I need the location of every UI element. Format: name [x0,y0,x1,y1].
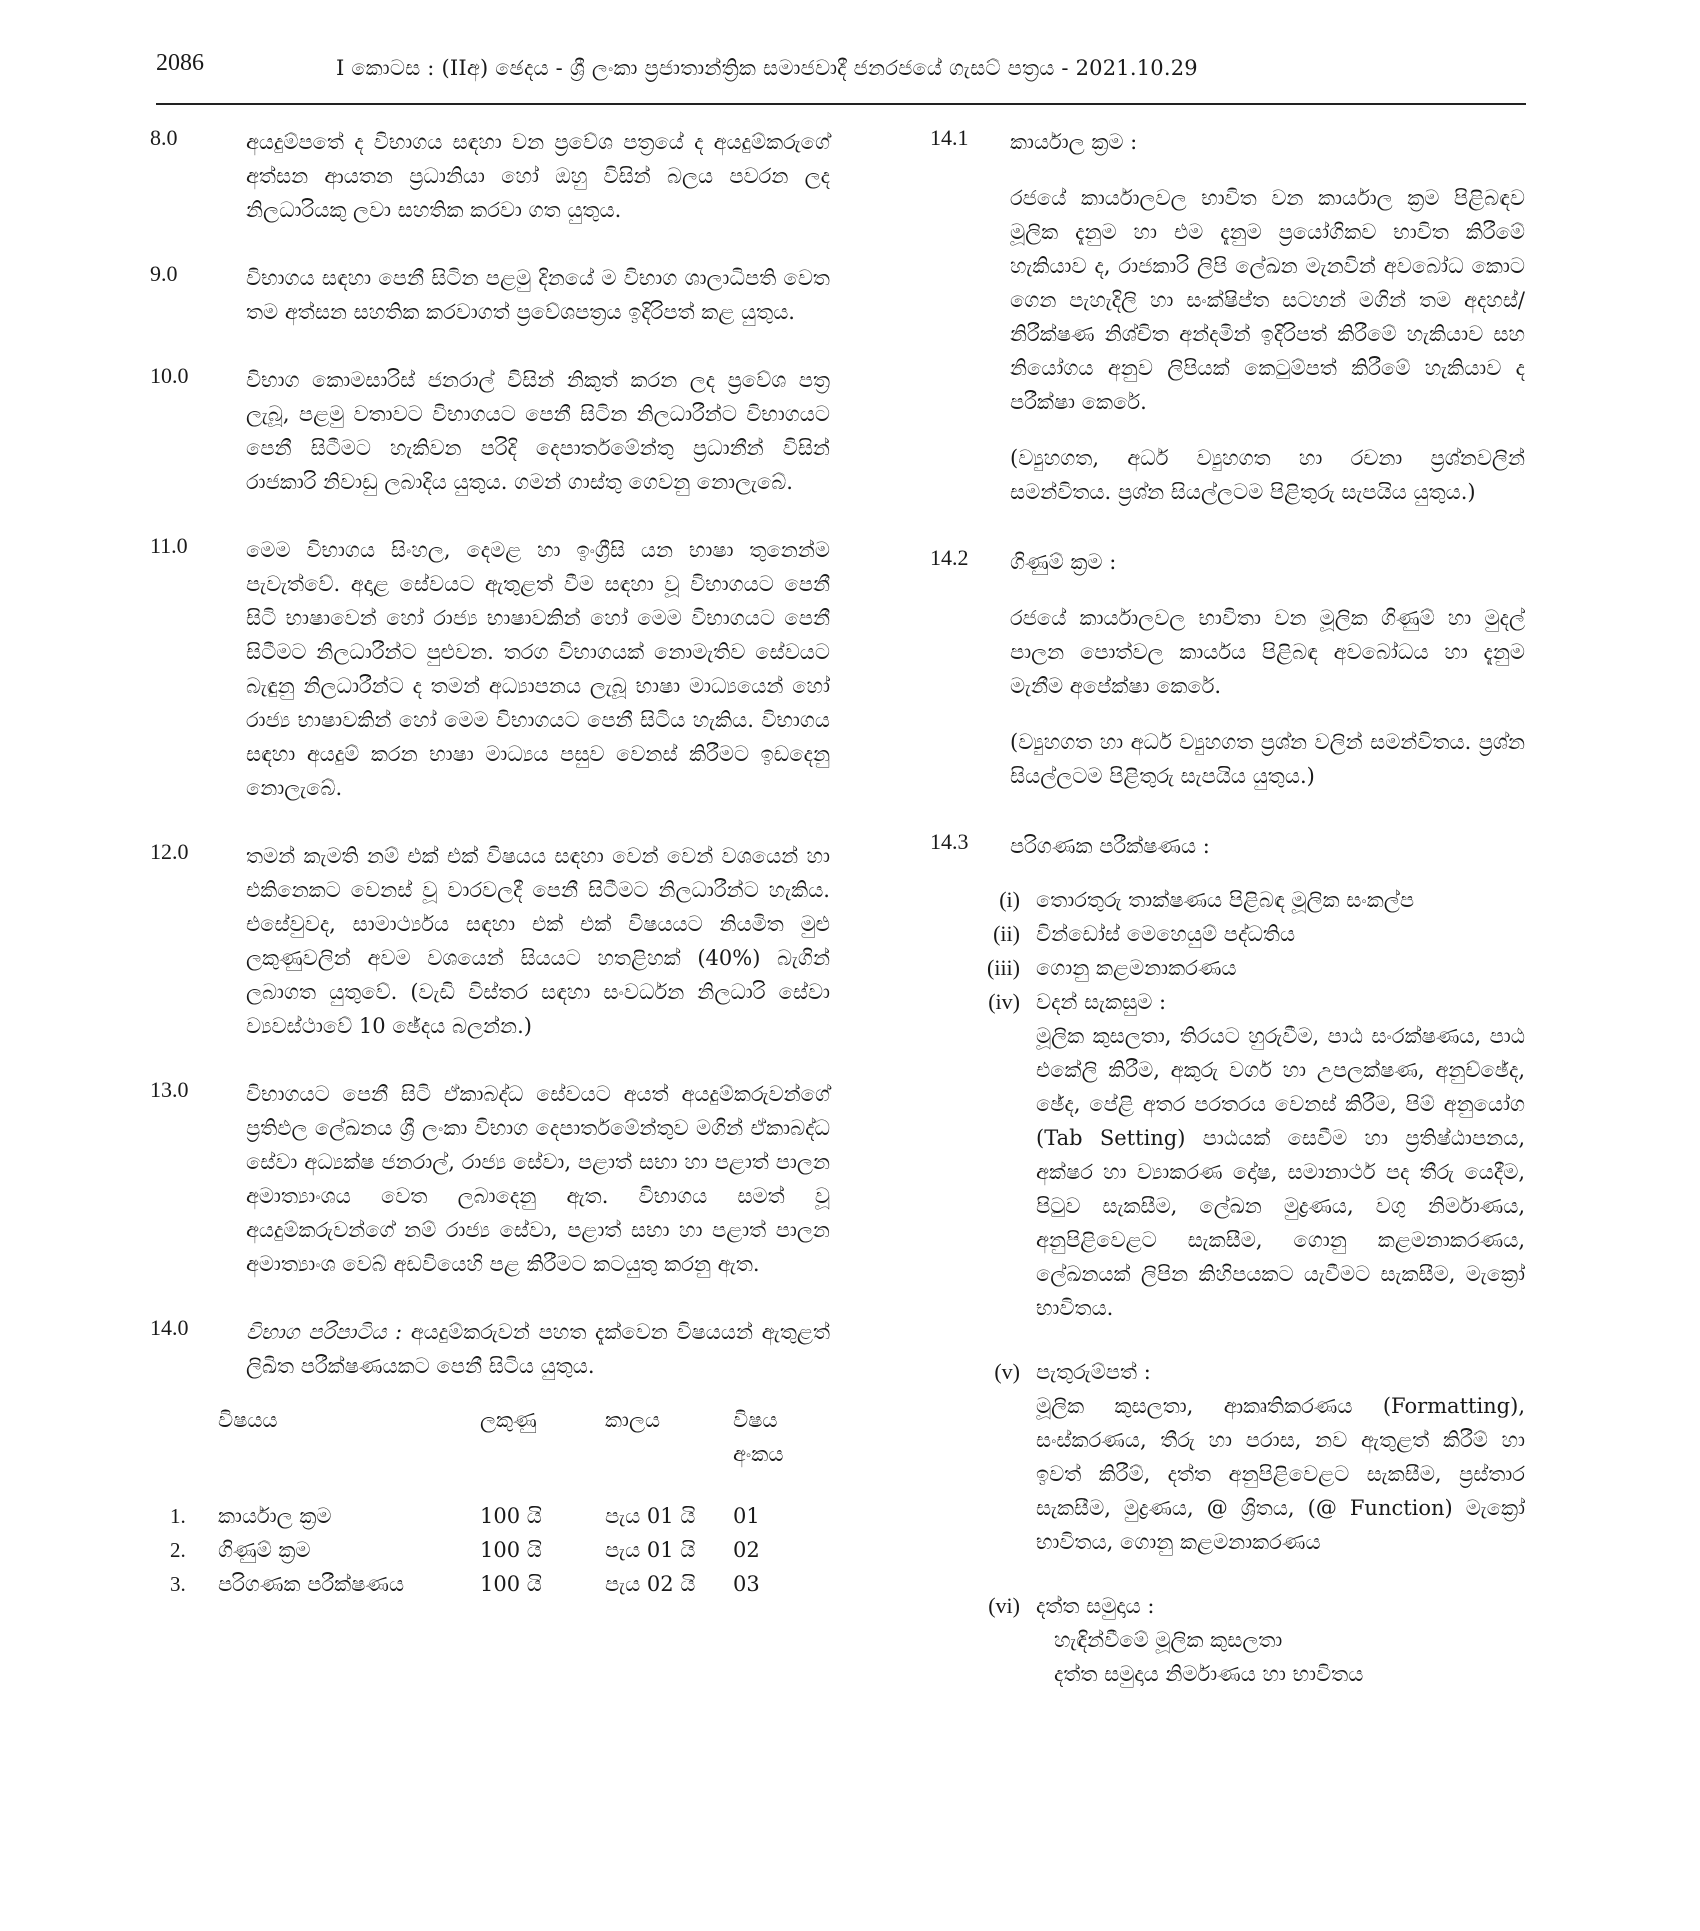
roman-numeral: (i) [999,887,1020,912]
gazette-title: I කොටස : (IIඅ) ඡෙදය - ශ්‍රී ලංකා ප්‍රජාතාන්ත්‍රික සමාජවාදී ජනරජයේ ගැසට් පත්‍රය - 2021.10.29 [336,56,1198,80]
section-number: 10.0 [150,363,189,388]
list-item-text: වදන් සැකසුම : [1036,990,1167,1014]
list-item-text: තොරතුරු තාක්ෂණය පිළිබඳ මූලික සංකල්ප [1036,888,1415,912]
section-paragraph: රජයේ කාර්යාලවල භාවිත වන කාර්යාල ක්‍රම පිළිබඳව මූලික දැනුම හා එම දැනුම ප්‍රයෝගිකව භාවිත කිරීමේ හැකියාව ද, රාජකාරි ලිපි ලේඛන මැනවින් අවබෝධ කොට ගෙන පැහැදිලි හා සංක්ෂිප්ත සටහන් මගින් තම අදහස්/නිරීක්ෂණ නිශ්චිත අන්දමින් ඉදිරිපත් කිරීමේ හැකියාව සහ නියෝගය අනුව ලිපියක් කෙටුම්පත් කිරීමේ හැකියාව ද පරීක්ෂා කෙරේ. [1010,186,1525,414]
table-row [170,1499,813,1533]
section-paragraph: රජයේ කාර්යාලවල භාවිතා වන මූලික ගිණුම් හා මුදල් පාලන පොත්වල කාර්යය පිළිබඳ අවබෝධය හා දැනුම මැනීම අපේක්ෂා කෙරේ. [1010,606,1525,698]
section-number: 14.2 [930,545,969,570]
section-14-1 [930,125,1525,509]
section-heading: ගිණුම් ක්‍රම : [1010,550,1117,574]
section-number: 14.3 [930,829,969,854]
list-item-text: ගොනු කළමනාකරණය [1036,956,1237,980]
page-header [156,50,1526,100]
section-14-2 [930,545,1525,793]
section-text [246,1315,830,1383]
computer-subjects-list [954,883,1525,1691]
list-item-detail: මූලික කුසලතා, ආකෘතිකරණය (Formatting), සංස්කරණය, තීරු හා පරාස, නව ඇතුළත් කිරීම් හා ඉවත් කිරීම්, දත්ත අනුපිළිවෙළට සැකසීම, ප්‍රස්තාර සැකසීම, මුද්‍රණය, @ ශ්‍රිතය, (@ Function) මැක්‍රෝ භාවිතය, ගොනු කළමනාකරණය [1036,1394,1525,1554]
roman-numeral: (iv) [988,989,1020,1014]
roman-numeral: (v) [994,1359,1020,1384]
section-lead-text: අයදුම්කරුවන් පහත දැක්වෙන විෂයයන් ඇතුළත් ලිඛිත පරීක්ෂණයකට පෙනී සිටිය යුතුය. [246,1320,831,1378]
list-item-text: දත්ත සමුදාය : [1036,1594,1155,1618]
table-cell: පැය 01 යි [605,1538,696,1562]
section-note: (ව්‍යුහගත හා අර්ධ ව්‍යුහගත ප්‍රශ්න වලින් සමන්විතය. ප්‍රශ්න සියල්ලටම පිළිතුරු සැපයිය යුතුය.) [1010,730,1525,788]
section-heading: පරිගණක පරීක්ෂණය : [1010,834,1210,858]
table-cell: ගිණුම් ක්‍රම [218,1538,311,1562]
list-item-text: පැතුරුම්පත් : [1036,1360,1151,1384]
list-item [954,917,1525,951]
list-item-detail: මූලික කුසලතා, තිරයට හුරුවීම, පාඨ සංරක්ෂණය, පාඨ එකේලි කිරීම, අකුරු වර්ග හා උපලක්ෂණ, අනුච්ඡේද, ඡේද, පේළි අතර පරතරය වෙනස් කිරීම, පිම් අනුයෝග (Tab Setting) පාඨයක් සෙවීම හා ප්‍රතිෂ්ඨාපනය, අක්ෂර හා ව්‍යාකරණ දෝෂ, සමානාර්ථ පද තීරු යෙදීම, පිටුව සැකසීම, ලේඛන මුද්‍රණය, වගු නිර්මාණය, අනුපිළිවෙළට සැකසීම, ගොනු කළමනාකරණය, ලේඛනයක් ලිපින කිහිපයකට යැවීමට සැකසීම, මැක්‍රෝ භාවිතය. [1036,1024,1525,1320]
section-8 [150,125,830,227]
section-9 [150,261,830,329]
section-14-3 [930,829,1525,1691]
section-number: 13.0 [150,1077,189,1102]
list-item-detail: හැඳින්වීමේ මූලික කුසලතා [1054,1628,1283,1652]
section-number: 8.0 [150,125,178,150]
list-item [954,985,1525,1325]
table-cell: 02 [733,1538,760,1562]
header-rule [156,103,1526,105]
table-cell: පැය 01 යි [605,1504,696,1528]
section-lead: විභාග පරිපාටිය : [246,1320,403,1344]
table-header: විෂයය [218,1408,278,1432]
section-13 [150,1077,830,1281]
table-header: ලකුණු [480,1408,537,1432]
section-text: විභාගයට පෙනී සිටි ඒකාබද්ධ සේවයට අයත් අයදුම්කරුවන්ගේ ප්‍රතිඵල ලේඛනය ශ්‍රී ලංකා විභාග දෙපාර්තමේන්තුව මගින් ඒකාබද්ධ සේවා අධ්‍යක්ෂ ජනරාල්, රාජ්‍ය සේවා, පළාත් සභා හා පළාත් පාලන අමාත්‍යාංශය වෙත ලබාදෙනු ඇත. විභාගය සමත් වූ අයදුම්කරුවන්ගේ නම් රාජ්‍ය සේවා, පළාත් සභා හා පළාත් පාලන අමාත්‍යාංශ වෙබ් අඩවියෙහි පළ කිරීමට කටයුතු කරනු ඇත. [246,1082,830,1276]
section-text: මෙම විභාගය සිංහල, දෙමළ හා ඉංග්‍රීසි යන භාෂා තුනෙන්ම පැවැත්වේ. අදාළ සේවයට ඇතුළත් වීම සඳහා වූ විභාගයට පෙනී සිටි භාෂාවෙන් හෝ රාජ්‍ය භාෂාවකින් හෝ මෙම විභාගයට පෙනී සිටීමට නිලධාරීන්ට පුළුවන. තරග විභාගයක් නොමැතිව සේවයට බැඳුනු නිලධාරීන්ට ද තමන් අධ්‍යාපනය ලැබූ භාෂා මාධ්‍යයෙන් හෝ රාජ්‍ය භාෂාවකින් හෝ මෙම විභාගයට පෙනී සිටිය හැකිය. විභාගය සඳහා අයදුම් කරන භාෂා මාධ්‍යය පසුව වෙනස් කිරීමට ඉඩදෙනු නොලැබේ. [246,538,830,800]
table-header-row [170,1403,813,1499]
subjects-table [170,1403,813,1601]
table-cell: 3. [170,1572,186,1596]
table-cell: 01 [733,1504,760,1528]
table-cell: 100 යි [480,1572,542,1596]
section-text: විභාගය සඳහා පෙනී සිටින පළමු දිනයේ ම විභාග ශාලාධිපති වෙත තම අත්සන සහතික කරවාගත් ප්‍රවේශපත්‍රය ඉදිරිපත් කළ යුතුය. [246,266,830,324]
section-14 [150,1315,830,1601]
roman-numeral: (ii) [993,921,1020,946]
table-row [170,1533,813,1567]
section-text: අයදුම්පතේ ද විභාගය සඳහා වන ප්‍රවේශ පත්‍රයේ ද අයදුම්කරුගේ අත්සන ආයතන ප්‍රධානියා හෝ ඔහු විසින් බලය පවරන ලද නිලධාරියකු ලවා සහතික කරවා ගත යුතුය. [246,130,830,222]
list-item [954,883,1525,917]
list-item-detail: දත්ත සමුදාය නිර්මාණය හා භාවිතය [1054,1662,1364,1686]
section-11 [150,533,830,805]
section-number: 14.0 [150,1315,189,1340]
table-cell: 100 යි [480,1538,542,1562]
section-number: 9.0 [150,261,178,286]
section-note: (ව්‍යුහගත, අර්ධ ව්‍යුහගත හා රචනා ප්‍රශ්නවලින් සමන්විතය. ප්‍රශ්න සියල්ලටම පිළිතුරු සැපයිය යුතුය.) [1010,446,1525,504]
section-text: විභාග කොමසාරිස් ජනරාල් විසින් නිකුත් කරන ලද ප්‍රවේශ පත්‍ර ලැබූ, පළමු වතාවට විභාගයට පෙනී සිටින නිලධාරීන්ට විභාගයට පෙනී සිටීමට හැකිවන පරිදි දෙපාර්තමේන්තු ප්‍රධානීන් විසින් රාජකාරි නිවාඩු ලබාදිය යුතුය. ගමන් ගාස්තු ගෙවනු නොලැබේ. [246,368,830,494]
table-cell: පැය 02 යි [605,1572,696,1596]
right-column [930,125,1525,1727]
section-heading: කාර්යාල ක්‍රම : [1010,130,1138,154]
roman-numeral: (iii) [987,955,1020,980]
table-cell: 2. [170,1538,186,1562]
table-header: කාලය [605,1408,661,1432]
roman-numeral: (vi) [988,1593,1020,1618]
list-item [954,1589,1525,1691]
section-number: 12.0 [150,839,189,864]
table-cell: 1. [170,1504,186,1528]
table-cell: පරිගණක පරීක්ෂණය [218,1572,405,1596]
section-number: 14.1 [930,125,969,150]
list-item [954,951,1525,985]
table-header [170,1403,218,1499]
section-12 [150,839,830,1043]
table-cell: 03 [733,1572,760,1596]
section-10 [150,363,830,499]
table-cell: කාර්යාල ක්‍රම [218,1504,332,1528]
table-header: විෂය අංකය [733,1408,784,1466]
section-number: 11.0 [150,533,188,558]
table-cell: 100 යි [480,1504,542,1528]
list-item-text: වින්ඩෝස් මෙහෙයුම් පද්ධතිය [1036,922,1296,946]
page-number: 2086 [156,50,204,76]
list-item [954,1355,1525,1559]
left-column [150,125,830,1635]
section-text: තමන් කැමති නම් එක් එක් විෂයය සඳහා වෙන් වෙන් වශයෙන් හා එකිනෙකට වෙනස් වූ වාරවලදී පෙනී සිටීමට නිලධාරීන්ට හැකිය. එසේවුවද, සාමාර්ථ්‍යය සඳහා එක් එක් විෂයයට නියමිත මුළු ලකුණුවලින් අවම වශයෙන් සියයට හතළිහක් (40%) බැගින් ලබාගත යුතුවේ. (වැඩි විස්තර සඳහා සංවර්ධන නිලධාරි සේවා ව්‍යවස්ථාවේ 10 ඡේදය බලන්න.) [246,844,830,1038]
table-row [170,1567,813,1601]
